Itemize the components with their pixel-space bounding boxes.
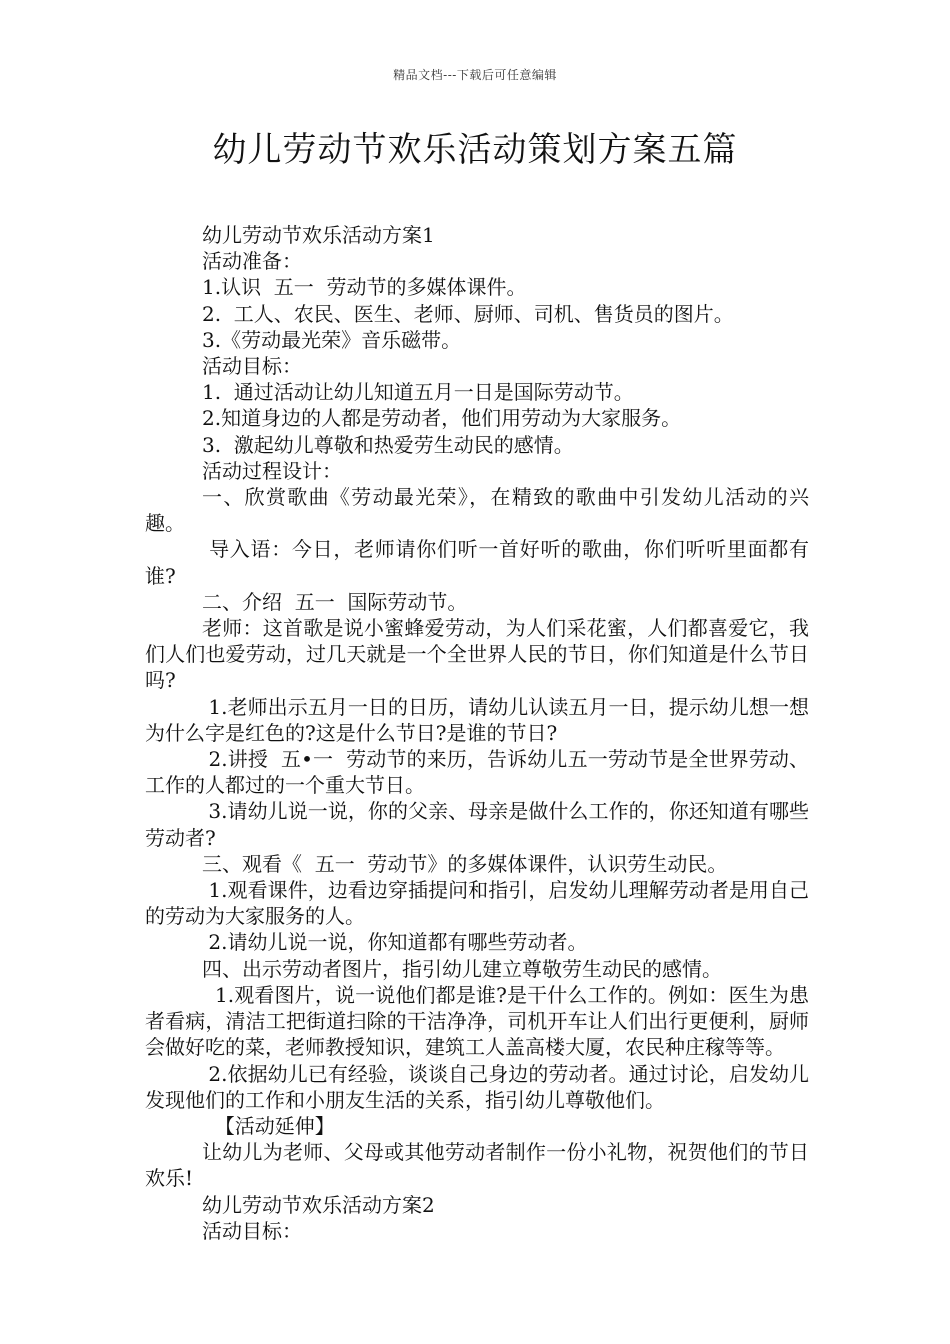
list-item: 1. 通过活动让幼儿知道五月一日是国际劳动节。 — [202, 380, 634, 405]
paragraph: 1.老师出示五月一日的日历，请幼儿认读五月一日，提示幼儿想一想为什么字是红色的?这是什么节日?是谁的节日? — [145, 694, 809, 745]
list-item: 3. 激起幼儿尊敬和热爱劳生动民的感情。 — [202, 432, 574, 457]
paragraph: 三、观看《 五一 劳动节》的多媒体课件，认识劳生动民。 — [202, 851, 728, 876]
section-heading: 幼儿劳动节欢乐活动方案1 — [202, 223, 435, 247]
subheading: 活动目标： — [202, 1218, 302, 1243]
list-item: 2. 工人、农民、医生、老师、厨师、司机、售货员的图片。 — [202, 301, 734, 326]
list-item: 3.《劳动最光荣》音乐磁带。 — [202, 327, 462, 352]
list-item: 1.认识 五一 劳动节的多媒体课件。 — [202, 275, 527, 300]
header-note: 精品文档---下载后可任意编辑 — [393, 68, 557, 82]
paragraph: 二、介绍 五一 国际劳动节。 — [202, 589, 468, 614]
paragraph: 让幼儿为老师、父母或其他劳动者制作一份小礼物，祝贺他们的节日欢乐! — [145, 1140, 809, 1191]
subheading: 活动准备： — [202, 249, 302, 274]
paragraph: 导入语：今日，老师请你们听一首好听的歌曲，你们听听里面都有谁? — [145, 537, 810, 588]
subheading: 【活动延伸】 — [202, 1113, 335, 1138]
paragraph: 2.讲授 五•一 劳动节的来历，告诉幼儿五一劳动节是全世界劳动、工作的人都过的一个重大节日。 — [145, 747, 810, 798]
paragraph: 一、欣赏歌曲《劳动最光荣》，在精致的歌曲中引发幼儿活动的兴趣。 — [145, 485, 809, 536]
paragraph: 1.观看课件，边看边穿插提问和指引，启发幼儿理解劳动者是用自己的劳动为大家服务的人。 — [145, 878, 809, 929]
section-heading: 幼儿劳动节欢乐活动方案2 — [202, 1192, 435, 1217]
subheading: 活动过程设计： — [202, 458, 342, 483]
paragraph: 2.依据幼儿已有经验，谈谈自己身边的劳动者。通过讨论，启发幼儿发现他们的工作和小朋友生活的关系，指引幼儿尊敬他们。 — [145, 1061, 809, 1112]
document-title: 幼儿劳动节欢乐活动策划方案五篇 — [212, 130, 738, 170]
paragraph: 2.请幼儿说一说，你知道都有哪些劳动者。 — [202, 930, 588, 955]
paragraph: 老师：这首歌是说小蜜蜂爱劳动，为人们采花蜜，人们都喜爱它，我们人们也爱劳动，过几天就是一个全世界人民的节日，你们知道是什么节日吗? — [145, 616, 809, 693]
document-body — [145, 222, 809, 1244]
paragraph: 四、出示劳动者图片，指引幼儿建立尊敬劳生动民的感情。 — [202, 956, 722, 981]
paragraph: 3.请幼儿说一说，你的父亲、母亲是做什么工作的，你还知道有哪些劳动者? — [145, 799, 809, 850]
list-item: 2.知道身边的人都是劳动者，他们用劳动为大家服务。 — [202, 406, 682, 431]
subheading: 活动目标： — [202, 354, 302, 379]
paragraph: 1.观看图片，说一说他们都是谁?是干什么工作的。例如：医生为患者看病，清洁工把街道扫除的干洁净净，司机开车让人们出行更便利，厨师会做好吃的菜，老师教授知识，建筑工人盖高楼大厦，农民种庄稼等等。 — [145, 982, 810, 1060]
